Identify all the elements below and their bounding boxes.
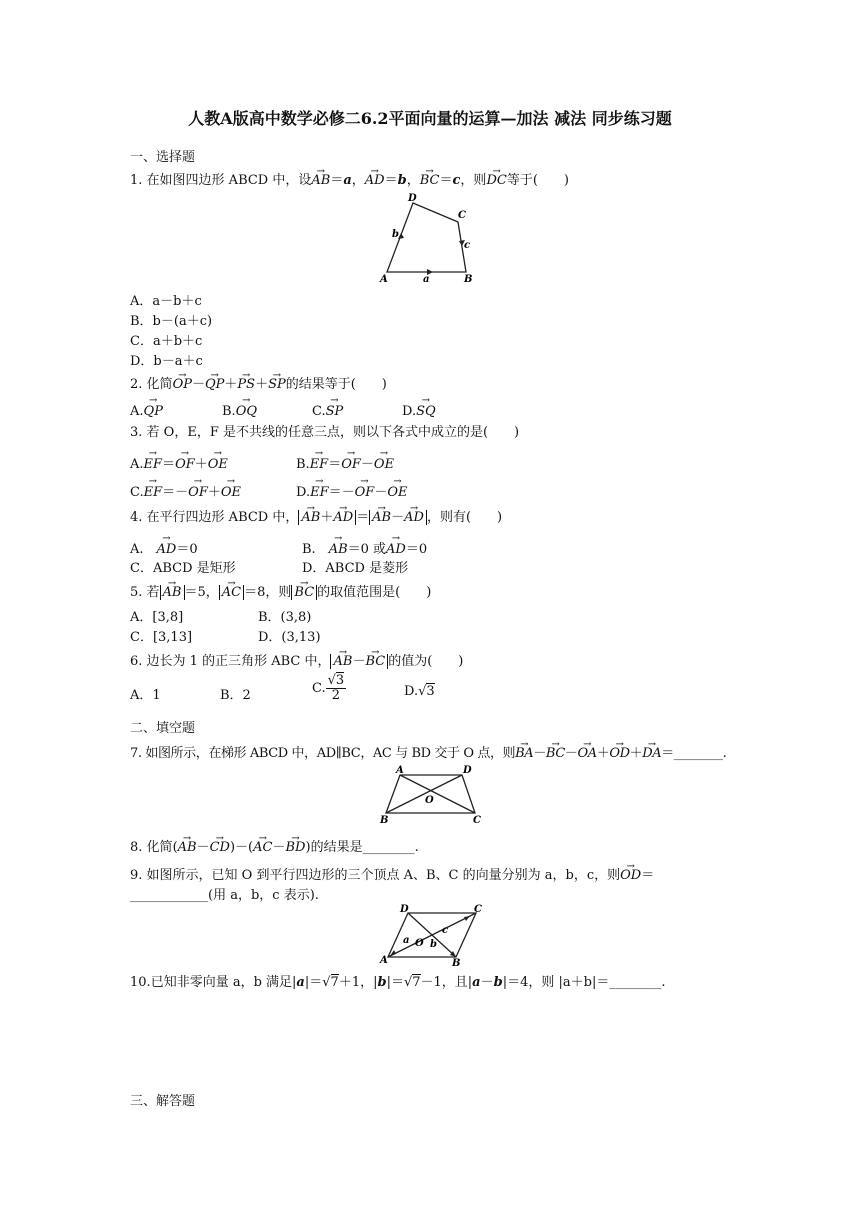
question-2: 2. 化简→ OP－→ QP＋→ PS＋→ SP的结果等于( ): [130, 376, 387, 394]
svg-text:D: D: [400, 904, 409, 915]
q6-option-b[interactable]: B．2: [220, 688, 251, 703]
q4-option-a[interactable]: A. → AD＝0: [130, 538, 198, 557]
question-9: 9. 如图所示，已知 O 到平行四边形的三个顶点 A、B、C 的向量分别为 a，b，c，则→ OD＝: [130, 867, 654, 885]
svg-text:O: O: [425, 795, 434, 806]
svg-text:A: A: [380, 955, 388, 966]
section-choice-heading: 一、选择题: [130, 150, 196, 165]
question-8: 8. 化简(→ AB－→ CD)－(→ AC－→ BD)的结果是________.: [130, 839, 419, 857]
svg-text:b: b: [430, 939, 437, 950]
q3-option-a[interactable]: A.→ EF＝→ OF＋→ OE: [130, 453, 228, 472]
q1-label-c-vertex: C: [458, 210, 466, 221]
q1-label-a-vector: a: [423, 274, 430, 285]
q6-option-c[interactable]: C. $\frac{√3}{2}$: [312, 673, 345, 703]
svg-text:A: A: [396, 765, 404, 776]
q5-option-c[interactable]: C．[3,13]: [130, 630, 193, 645]
q2-option-d[interactable]: D.→ SQ: [402, 404, 436, 419]
q5-option-a[interactable]: A．[3,8]: [130, 610, 184, 625]
question-1: 1. 在如图四边形 ABCD 中，设→ AB＝a，→ AD＝b，→ BC＝c，则→ DC等于( ): [130, 172, 569, 190]
q1-label-a-vertex: A: [380, 274, 388, 285]
q9-parallelogram-figure: [378, 903, 490, 967]
q1-label-c-vector: c: [464, 240, 471, 251]
q1-number: 1.: [130, 173, 143, 188]
question-4: 4. 在平行四边形 ABCD 中，→ AB＋→ AD ＝→ AB－→ AD ，则有( ): [130, 509, 502, 527]
svg-text:c: c: [442, 925, 449, 936]
question-3: 3. 若 O，E，F 是不共线的任意三点，则以下各式中成立的是( ): [130, 425, 520, 440]
svg-text:O: O: [415, 938, 424, 949]
q4-option-c[interactable]: C．ABCD 是矩形: [130, 561, 236, 576]
question-5: 5. 若→ AB ＝5，→ AC ＝8，则→ BC 的取值范围是( ): [130, 584, 431, 602]
q3-option-d[interactable]: D.→ EF＝－→ OF－→ OE: [296, 481, 407, 500]
section-fill-heading: 二、填空题: [130, 721, 196, 736]
q3-option-b[interactable]: B.→ EF＝→ OF－→ OE: [296, 453, 394, 472]
question-9-line-2: ____________(用 a，b，c 表示).: [130, 888, 319, 903]
q1-label-b-vertex: B: [464, 274, 473, 285]
q1-quadrilateral-figure: [378, 190, 488, 286]
question-6: 6. 边长为 1 的正三角形 ABC 中，→ AB－→ BC 的值为( ): [130, 653, 463, 671]
q4-option-d[interactable]: D．ABCD 是菱形: [302, 561, 409, 576]
q2-option-a[interactable]: A.→ QP: [130, 404, 163, 419]
question-10: 10.已知非零向量 a，b 满足|a|＝√7＋1，|b|＝√7－1，且|a－b|＝4，则 |a＋b|＝________.: [130, 975, 666, 990]
q1-text: 在如图四边形 ABCD 中，设: [146, 173, 312, 188]
section-solve-heading: 三、解答题: [130, 1094, 196, 1109]
svg-text:B: B: [452, 958, 461, 967]
svg-text:B: B: [380, 815, 389, 825]
svg-text:a: a: [403, 935, 410, 946]
q1-option-c[interactable]: C．a＋b＋c: [130, 334, 203, 349]
q1-option-d[interactable]: D．b－a＋c: [130, 354, 203, 369]
q5-option-b[interactable]: B．(3,8): [258, 610, 312, 625]
q6-option-d[interactable]: D.√3: [404, 684, 435, 699]
q1-option-a[interactable]: A．a－b＋c: [130, 294, 202, 309]
q4-option-b[interactable]: B. → AB＝0 或→ AD＝0: [302, 538, 427, 557]
q5-option-d[interactable]: D．(3,13): [258, 630, 321, 645]
question-7: 7. 如图所示，在梯形 ABCD 中，AD∥BC，AC 与 BD 交于 O 点，则→ BA－→ BC－→ OA＋→ OD＋→ DA＝________.: [130, 745, 726, 763]
q1-label-b-vector: b: [392, 229, 399, 240]
q3-option-c[interactable]: C.→ EF＝－→ OF＋→ OE: [130, 481, 241, 500]
q2-option-b[interactable]: B.→ OQ: [222, 404, 257, 419]
svg-text:C: C: [474, 904, 482, 915]
q7-trapezoid-figure: [378, 763, 488, 825]
q1-option-b[interactable]: B．b－(a＋c): [130, 314, 213, 329]
q2-option-c[interactable]: C.→ SP: [312, 404, 343, 419]
svg-text:C: C: [473, 815, 481, 825]
q1-label-d-vertex: D: [408, 193, 417, 204]
page-title: 人教A版高中数学必修二6.2平面向量的运算—加法 减法 同步练习题: [188, 109, 672, 128]
svg-text:D: D: [463, 765, 472, 776]
q6-option-a[interactable]: A．1: [130, 688, 161, 703]
